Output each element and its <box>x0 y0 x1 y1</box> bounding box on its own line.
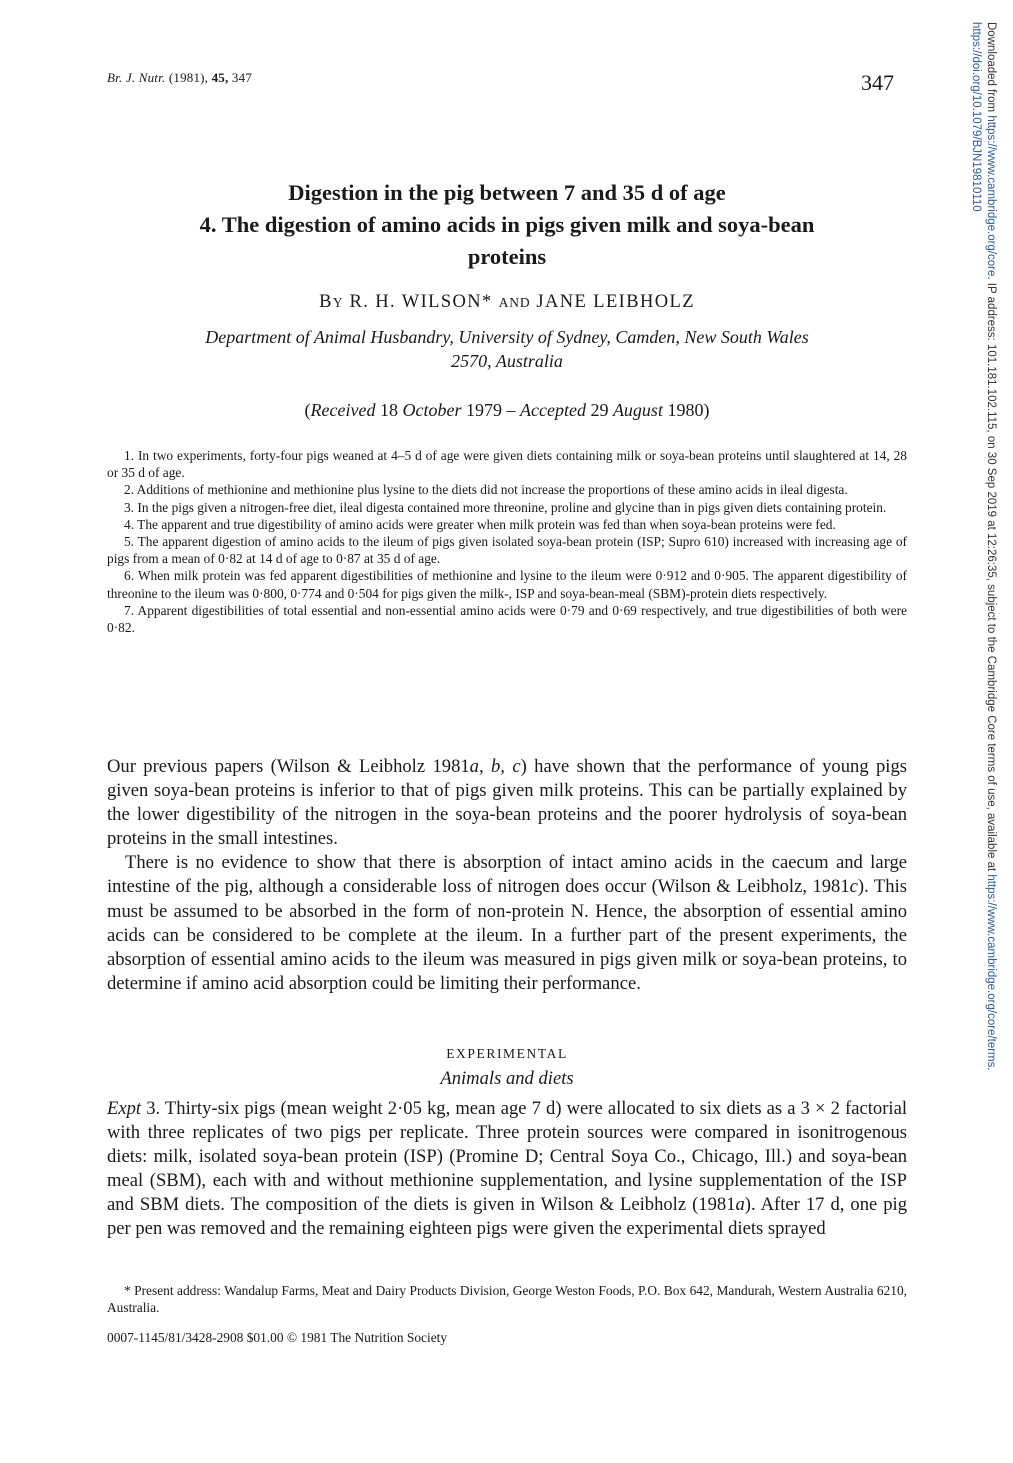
abstract-point: 5. The apparent digestion of amino acids to the ileum of pigs given isolated soya-bean protein (ISP; Supro 610) increased with increasing age of pigs from a mean of 0·82 at 14 d of age to 0·87 at 35 d of age. <box>107 534 907 567</box>
abstract-point: 3. In the pigs given a nitrogen-free diet, ileal digesta contained more threonine, proline and glycine than in pigs given diets containing protein. <box>124 499 887 515</box>
title-line-2: 4. The digestion of amino acids in pigs given milk and soya-bean <box>199 212 815 237</box>
journal-page-ref: 347 <box>231 70 253 85</box>
intro-paragraph-1: Our previous papers (Wilson & Leibholz 1981a, b, c) have shown that the performance of young pigs given soya-bean proteins is inferior to that of pigs given milk proteins. This can be partially explained by the lower digestibility of the nitrogen in the soya-bean proteins and the poorer hydrolysis of soya-bean proteins in the small intestines. <box>107 756 908 850</box>
paper-title <box>107 177 907 273</box>
section-heading: EXPERIMENTAL <box>446 1046 568 1061</box>
core-link[interactable]: https://www.cambridge.org/core <box>985 115 997 277</box>
experimental-text <box>107 1097 907 1242</box>
abstract-point: 7. Apparent digestibilities of total essential and non-essential amino acids were 0·79 and 0·69 respectively, and true digestibilities of both were 0·82. <box>107 602 907 636</box>
abstract-point: 2. Additions of methionine and methionine plus lysine to the diets did not increase the proportions of these amino acids in ileal digesta. <box>124 482 848 498</box>
author-1: R. H. WILSON* <box>349 292 493 312</box>
download-notice-line1: Downloaded from https://www.cambridge.org/core. IP address: 101.181.102.115, on 30 Sep 2019 at 12:26:35, subject to the Cambridge Core terms of use, available at https://www.cambridge.org/core/terms. <box>985 22 997 1071</box>
page-number: 347 <box>861 70 894 95</box>
journal-year: (1981), <box>168 70 209 85</box>
journal-name: Br. J. Nutr. <box>107 70 166 85</box>
terms-link[interactable]: https://www.cambridge.org/core/terms <box>985 874 997 1068</box>
abstract <box>107 447 907 636</box>
running-header <box>107 70 252 86</box>
affiliation: Department of Animal Husbandry, University of Sydney, Camden, New South Wales 2570, Australia <box>205 327 809 371</box>
title-line-3: proteins <box>467 244 547 269</box>
journal-volume: 45, <box>211 70 229 85</box>
footnote: * Present address: Wandalup Farms, Meat and Dairy Products Division, George Weston Foods, P.O. Box 642, Mandurah, Western Australia 6210, Australia. <box>107 1283 907 1315</box>
received-dates: (Received 18 October 1979 – Accepted 29 August 1980) <box>304 400 710 420</box>
author-line: BY R. H. WILSON* AND JANE LEIBHOLZ <box>319 292 695 312</box>
copyright-line: 0007-1145/81/3428-2908 $01.00 © 1981 The Nutrition Society <box>107 1330 448 1345</box>
abstract-point: 4. The apparent and true digestibility of amino acids were greater when milk protein was fed than when soya-bean proteins were fed. <box>124 516 836 532</box>
abstract-point: 1. In two experiments, forty-four pigs weaned at 4–5 d of age were given diets containing milk or soya-bean proteins until slaughtered at 14, 28 or 35 d of age. <box>107 448 907 481</box>
doi-link[interactable]: https://doi.org/10.1079/BJN19810110 <box>970 22 982 212</box>
title-line-1: Digestion in the pig between 7 and 35 d of age <box>288 180 726 205</box>
author-2: JANE LEIBHOLZ <box>536 292 695 312</box>
download-notice <box>968 22 998 1071</box>
introduction <box>107 755 907 996</box>
subsection-heading: Animals and diets <box>440 1068 574 1089</box>
expt-paragraph: Expt 3. Thirty-six pigs (mean weight 2·05 kg, mean age 7 d) were allocated to six diets as a 3 × 2 factorial with three replicates of two pigs per replicate. Three protein sources were compared in isonitrogenous diets: milk, isolated soya-bean protein (ISP) (Promine D; Central Soya Co., Chicago, Ill.) and soya-bean meal (SBM), each with and without methionine supplementation, and lysine supplementation of the ISP and SBM diets. The composition of the diets is given in Wilson & Leibholz (1981a). After 17 d, one pig per pen was removed and the remaining eighteen pigs were given the experimental diets sprayed <box>107 1098 908 1240</box>
abstract-point: 6. When milk protein was fed apparent digestibilities of methionine and lysine to the ileum were 0·912 and 0·905. The apparent digestibility of threonine to the ileum was 0·800, 0·774 and 0·504 for pigs given the milk-, ISP and soya-bean-meal (SBM)-protein diets respectively. <box>107 568 907 601</box>
intro-paragraph-2: There is no evidence to show that there is absorption of intact amino acids in the caecum and large intestine of the pig, although a considerable loss of nitrogen does occur (Wilson & Leibholz, 1981c). This must be assumed to be absorbed in the form of non-protein N. Hence, the absorption of essential amino acids can be considered to be complete at the ileum. In a further part of the present experiments, the absorption of essential amino acids to the ileum was measured in pigs given milk or soya-bean proteins, to determine if amino acid absorption could be limiting their performance. <box>107 852 907 994</box>
